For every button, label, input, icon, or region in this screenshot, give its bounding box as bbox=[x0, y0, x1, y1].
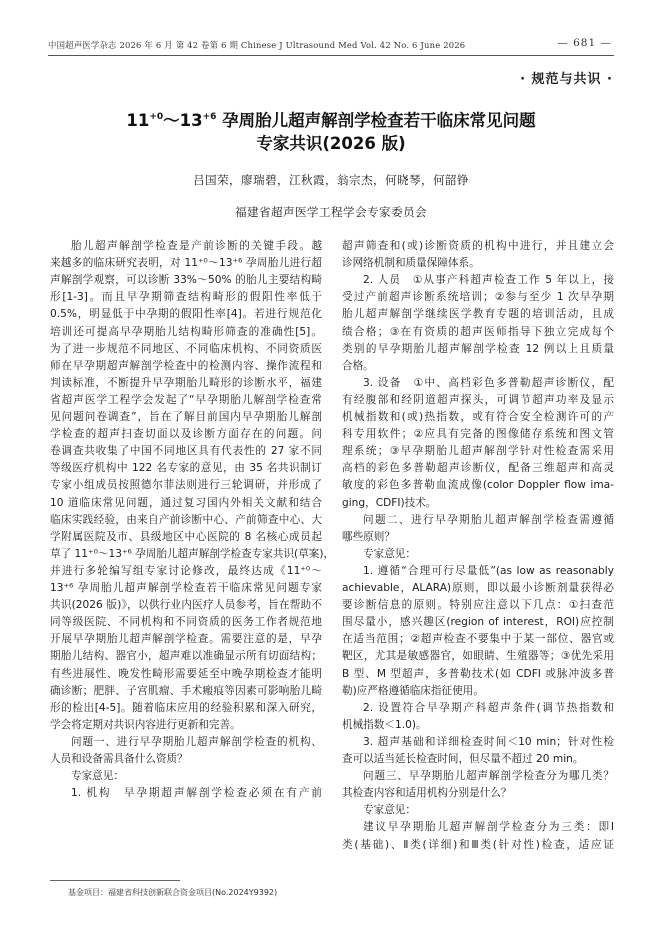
body-line: 形的检出[4-5]。随着临床应用的经验积累和深入研究， bbox=[50, 701, 322, 714]
article-title-line2: 专家共识(2026 版) bbox=[256, 134, 406, 153]
running-header bbox=[48, 38, 614, 52]
body-line: 人员和设备需具备什么资质？ bbox=[50, 753, 188, 765]
body-line: B 型、M 型超声，多普勒技术(如 CDFI 或脉冲波多普 bbox=[342, 667, 614, 680]
body-line: 师在早孕期超声解剖学检查中的检测内容、操作流程和 bbox=[50, 359, 322, 372]
body-line: 同等级医院、不同机构和不同资质的医务工作者规范地 bbox=[50, 616, 322, 629]
body-line: 13⁺⁶ 孕周胎儿超声解剖学检查若干临床常见问题专家 bbox=[50, 582, 322, 594]
title-sup: +6 bbox=[202, 112, 217, 122]
body-line: 共识(2026 版)》，以供行业内医疗人员参考，旨在帮助不 bbox=[50, 599, 322, 612]
body-line: 学附属医院及市、县级地区中心医院的 8 名核心成员起 bbox=[50, 530, 322, 543]
body-line: 10 道临床常见问题，通过复习国内外相关文献和结合 bbox=[50, 496, 322, 509]
affiliation: 福建省超声医学工程学会专家委员会 bbox=[235, 205, 427, 219]
body-line: 1. 遵循“合理可行尽量低”(as low as reasonably bbox=[363, 564, 614, 577]
author-list: 吕国荣，廖瑞碧，江秋霞，翁宗杰，何晓琴，何韶铮 bbox=[193, 173, 469, 187]
page-number: — 681 — bbox=[557, 37, 612, 49]
body-line: 靶区，尤其是敏感器官，如眼睛、生殖器等；③优先采用 bbox=[342, 650, 614, 663]
body-line: 查可以适当延长检查时间，但尽量不超过 20 min。 bbox=[342, 753, 584, 765]
body-line: 并进行多轮编写组专家讨论修改，最终达成《11⁺⁰～ bbox=[50, 564, 322, 577]
body-line: 确诊断；肥胖、子宫肌瘤、手术瘢痕等因素可影响胎儿畸 bbox=[50, 684, 322, 697]
body-line: 受过产前超声诊断系统培训；②参与至少 1 次早孕期 bbox=[342, 291, 614, 304]
body-line: 1. 机构 早孕期超声解剖学检查必须在有产前 bbox=[71, 787, 322, 800]
body-line: 勒)应严格遵循临床指征使用。 bbox=[342, 684, 484, 697]
body-line: 合格。 bbox=[342, 359, 374, 372]
footnote-rule bbox=[50, 880, 180, 881]
body-line: 绩合格；③在有资质的超声医师指导下独立完成每个 bbox=[342, 325, 614, 338]
title-sup: +0 bbox=[149, 112, 164, 122]
body-line: 建议早孕期胎儿超声解剖学检查分为三类：即Ⅰ bbox=[363, 821, 614, 834]
body-line: 为了进一步规范不同地区、不同临床机构、不同资质医 bbox=[50, 342, 322, 355]
footnote-funding: 基金项目：福建省科技创新联合资金项目(No.2024Y9392) bbox=[68, 888, 278, 897]
body-line: 2. 人员 ①从事产科超声检查工作 5 年以上，接 bbox=[363, 274, 614, 287]
body-line: 3. 超声基础和详细检查时间＜10 min；针对性检 bbox=[363, 735, 614, 748]
body-line: 判读标准，不断提升早孕期胎儿畸形的诊断水平，福建 bbox=[50, 376, 322, 389]
body-line: 类(基础)、Ⅱ类(详细)和Ⅲ类(针对性)检查，适应证 bbox=[342, 838, 614, 851]
section-label: · 规范与共识 · bbox=[520, 72, 613, 87]
body-line: 在适当范围；②超声检查不要集中于某一部位、器官或 bbox=[342, 633, 614, 646]
journal-citation: 中国超声医学杂志 2026 年 6 月 第 42 卷第 6 期 Chinese J Ultrasound Med Vol. 42 No. 6 June 2026 bbox=[48, 40, 466, 50]
body-line: 专家意见： bbox=[363, 804, 416, 817]
body-line: 问题三、早孕期胎儿超声解剖学检查分为哪几类？ bbox=[363, 770, 614, 783]
body-line: 问题一、进行早孕期胎儿超声解剖学检查的机构、 bbox=[71, 735, 322, 748]
body-line: 敏度的彩色多普勒血流成像(color Doppler flow ima- bbox=[342, 479, 614, 492]
body-line: 学检查的超声扫查切面以及诊断方面存在的问题。问 bbox=[50, 428, 322, 441]
body-line: 机械指数＜1.0)。 bbox=[342, 718, 427, 731]
body-line: 声解剖学观察，可以诊断 33%～50% 的胎儿主要结构畸 bbox=[50, 274, 322, 287]
body-line: 来越多的临床研究表明，对 11⁺⁰～13⁺⁶ 孕周胎儿进行超 bbox=[50, 257, 322, 270]
body-line: 期胎儿结构、器官小，超声难以准确显示所有切面结构； bbox=[50, 650, 322, 663]
body-line: 开展早孕期胎儿超声解剖学检查。需要注意的是，早孕 bbox=[50, 633, 322, 646]
body-line: 高档的彩色多普勒超声诊断仪，配备三维超声和高灵 bbox=[342, 462, 614, 475]
body-line: 胎儿超声解剖学检查是产前诊断的关键手段。越 bbox=[71, 240, 322, 252]
body-line: 专家意见： bbox=[71, 770, 124, 783]
body-line: achievable，ALARA)原则，即以最小诊断剂量获得必 bbox=[342, 582, 614, 594]
body-line: 诊网络机制和质量保障体系。 bbox=[342, 257, 480, 270]
body-line: 专家小组成员按照德尔菲法则进行三轮调研，并形成了 bbox=[50, 479, 322, 492]
body-line: 形[1-3]。而且早孕期筛查结构畸形的假阳性率低于 bbox=[50, 291, 322, 304]
body-line: 有些进展性、晚发性畸形需要延至中晚孕期检查才能明 bbox=[50, 667, 322, 680]
body-line: 省超声医学工程学会发起了“早孕期胎儿解剖学检查常 bbox=[50, 393, 322, 406]
body-line: 要诊断信息的原则。特别应注意以下几点：①扫查范 bbox=[342, 599, 614, 612]
article-title-line1 bbox=[40, 107, 622, 131]
body-line: 其检查内容和适用机构分别是什么？ bbox=[342, 787, 512, 800]
body-line: 培训还可提高早孕期胎儿结构畸形筛查的准确性[5]。 bbox=[50, 325, 322, 338]
title-part: 11 bbox=[126, 111, 150, 130]
body-line: 类别的早孕期胎儿超声解剖学检查 12 例以上且质量 bbox=[342, 342, 614, 355]
body-line: ging，CDFI)技术。 bbox=[342, 496, 437, 509]
body-line: 学会将定期对共识内容进行更新和完善。 bbox=[50, 718, 241, 731]
title-part: ～13 bbox=[163, 111, 203, 130]
body-line: 3. 设备 ①中、高档彩色多普勒超声诊断仪，配 bbox=[363, 376, 614, 389]
body-line: 理系统；③早孕期胎儿超声解剖学针对性检查需采用 bbox=[342, 445, 614, 458]
body-line: 问题二、进行早孕期胎儿超声解剖学检查需遵循 bbox=[363, 513, 614, 526]
body-line: 机械指数和(或)热指数，或有符合安全检测许可的产 bbox=[342, 411, 614, 423]
body-line: 见问题问卷调查”，旨在了解目前国内早孕期胎儿解剖 bbox=[50, 411, 322, 423]
body-line: 临床实践经验，由来自产前诊断中心、产前筛查中心、大 bbox=[50, 513, 322, 526]
body-line: 0.5%，明显低于中孕期的假阳性率[4]。若进行规范化 bbox=[50, 308, 322, 321]
title-part: 孕周胎儿超声解剖学检查若干临床常见问题 bbox=[216, 111, 536, 130]
body-line: 哪些原则？ bbox=[342, 530, 395, 543]
body-line: 围尽量小，感兴趣区(region of interest，ROI)应控制 bbox=[342, 616, 614, 629]
body-line: 草了 11⁺⁰～13⁺⁶ 孕周胎儿超声解剖学检查专家共识(草案)， bbox=[50, 547, 335, 560]
body-line: 科专用软件；②应具有完备的图像储存系统和图文管 bbox=[342, 428, 614, 441]
body-line: 有经腹部和经阴道超声探头，可调节超声功率及显示 bbox=[342, 393, 614, 406]
body-line: 超声筛查和(或)诊断资质的机构中进行，并且建立会 bbox=[342, 240, 614, 252]
body-line: 2. 设置符合早孕期产科超声条件(调节热指数和 bbox=[363, 701, 614, 714]
body-line: 专家意见： bbox=[363, 547, 416, 560]
header-rule bbox=[48, 55, 614, 56]
body-line: 胎儿超声解剖学继续医学教育专题的培训活动，且成 bbox=[342, 308, 614, 321]
body-line: 卷调查共收集了中国不同地区具有代表性的 27 家不同 bbox=[50, 445, 322, 458]
body-line: 等级医疗机构中 122 名专家的意见，由 35 名共识制订 bbox=[50, 462, 322, 475]
